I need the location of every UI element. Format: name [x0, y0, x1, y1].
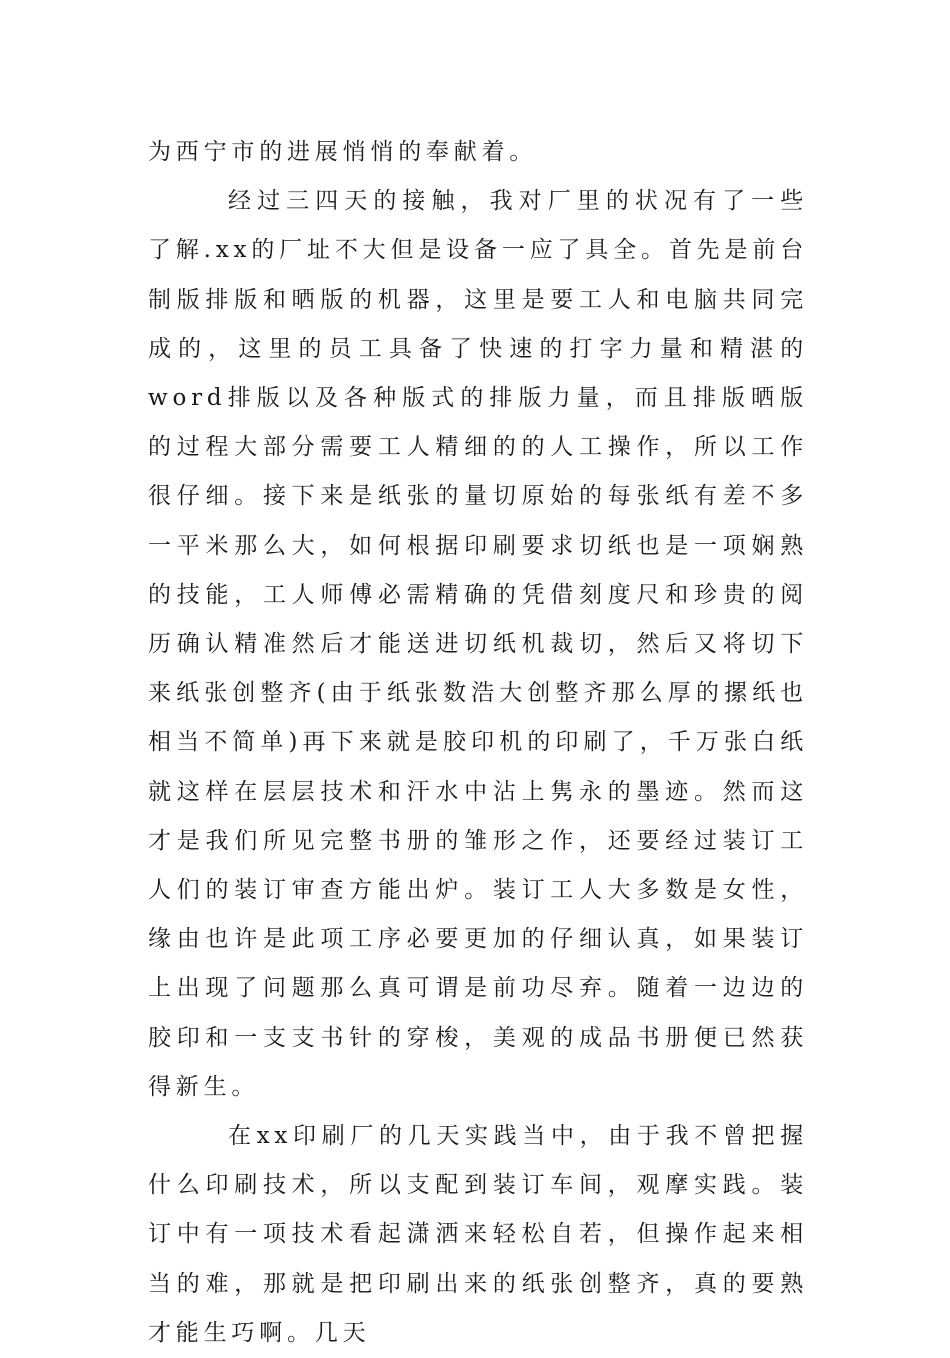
document-body: [148, 128, 808, 1358]
paragraph-factory-overview: 经过三四天的接触，我对厂里的状况有了一些了解.xx的厂址不大但是设备一应了具全。首先是前台制版排版和晒版的机器，这里是要工人和电脑共同完成的，这里的员工具备了快速的打字力量和精湛的word排版以及各种版式的排版力量，而且排版晒版的过程大部分需要工人精细的的人工操作，所以工作很仔细。接下来是纸张的量切原始的每张纸有差不多一平米那么大，如何根据印刷要求切纸也是一项娴熟的技能，工人师傅必需精确的凭借刻度尺和珍贵的阅历确认精准然后才能送进切纸机裁切，然后又将切下来纸张创整齐(由于纸张数浩大创整齐那么厚的摞纸也相当不简单)再下来就是胶印机的印刷了，千万张白纸就这样在层层技术和汗水中沾上隽永的墨迹。然而这才是我们所见完整书册的雏形之作，还要经过装订工人们的装订审查方能出炉。装订工人大多数是女性，缘由也许是此项工序必要更加的仔细认真，如果装订上出现了问题那么真可谓是前功尽弃。随着一边边的胶印和一支支书针的穿梭，美观的成品书册便已然获得新生。: [148, 188, 808, 1100]
paragraph-continuation: 为西宁市的进展悄悄的奉献着。: [148, 139, 538, 165]
paragraph-practice: 在xx印刷厂的几天实践当中，由于我不曾把握什么印刷技术，所以支配到装订车间，观摩实践。装订中有一项技术看起潇洒来轻松自若，但操作起来相当的难，那就是把印刷出来的纸张创整齐，真的要熟才能生巧啊。几天: [148, 1123, 808, 1346]
